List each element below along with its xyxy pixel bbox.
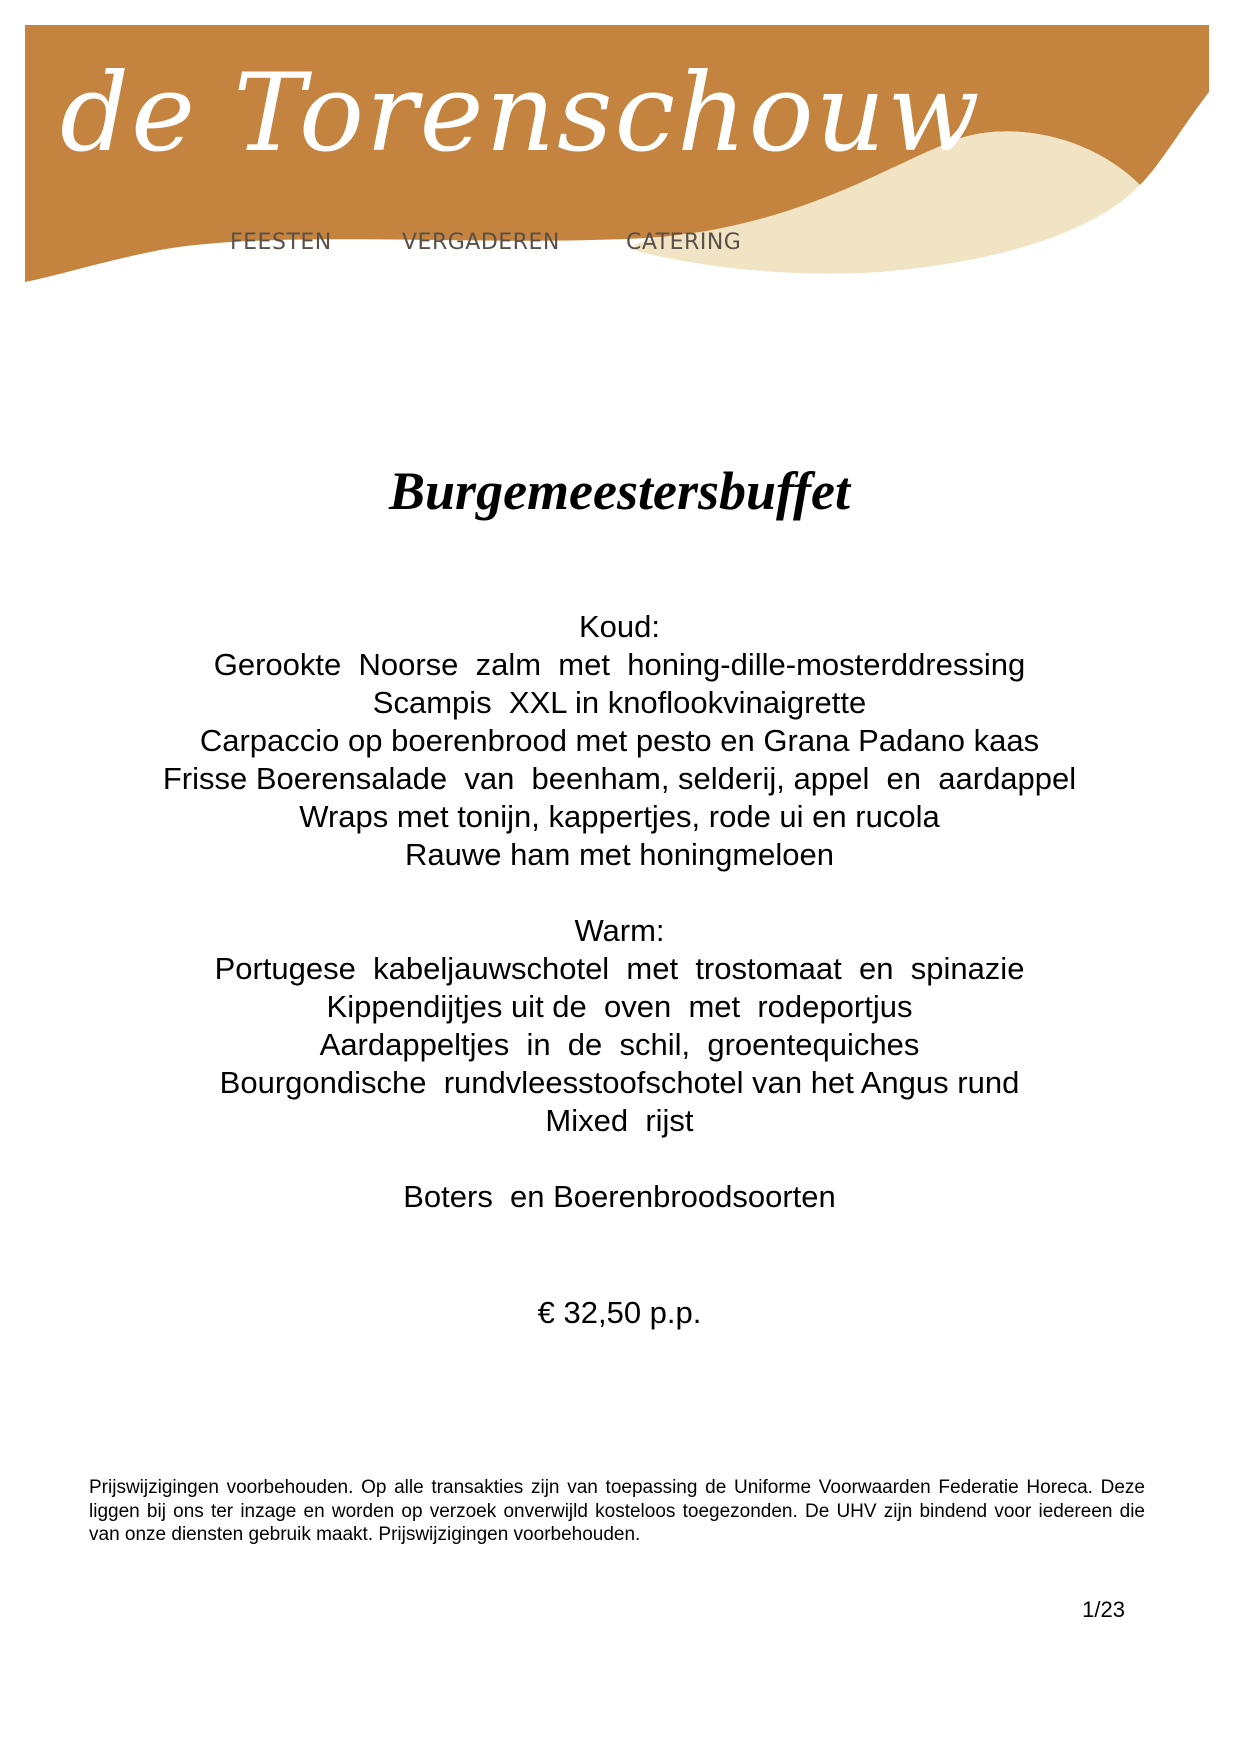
menu-item-koud: Scampis XXL in knoflookvinaigrette xyxy=(372,685,867,720)
menu-item-warm: Kippendijtjes uit de oven met rodeportjus xyxy=(326,989,913,1024)
menu-item-warm: Mixed rijst xyxy=(545,1103,694,1138)
price: € 32,50 p.p. xyxy=(537,1295,702,1330)
section-heading-koud: Koud: xyxy=(578,609,660,644)
page-number: 1/23 xyxy=(1082,1597,1125,1622)
section-heading-warm: Warm: xyxy=(574,913,665,948)
menu-item-koud: Wraps met tonijn, kappertjes, rode ui en rucola xyxy=(299,799,940,834)
menu-item-koud: Rauwe ham met honingmeloen xyxy=(404,837,835,872)
menu-extra: Boters en Boerenbroodsoorten xyxy=(403,1179,836,1214)
menu-item-koud: Frisse Boerensalade van beenham, selderij, appel en aardappel xyxy=(162,761,1077,796)
nav-vergaderen: VERGADEREN xyxy=(402,230,560,255)
nav-feesten: FEESTEN xyxy=(230,230,332,255)
header-banner xyxy=(0,0,1239,300)
menu-item-warm: Portugese kabeljauwschotel met trostomaat en spinazie xyxy=(214,951,1025,986)
menu-item-warm: Aardappeltjes in de schil, groentequiches xyxy=(319,1027,920,1062)
page-title: Burgemeestersbuffet xyxy=(389,461,850,521)
nav-catering: CATERING xyxy=(626,230,742,255)
menu-item-warm: Bourgondische rundvleesstoofschotel van het Angus rund xyxy=(219,1065,1020,1100)
brand-logo: de Torenschouw xyxy=(60,51,982,176)
disclaimer: Prijswijzigingen voorbehouden. Op alle transakties zijn van toepassing de Uniforme Voorwaarden Federatie Horeca. Deze liggen bij ons ter inzage en worden op verzoek onverwijld kosteloos toegezonden. De UHV zijn bindend voor iedereen die van onze diensten gebruik maakt. Prijswijzigingen voorbehouden. xyxy=(89,1477,1145,1545)
menu-item-koud: Gerookte Noorse zalm met honing-dille-mosterddressing xyxy=(213,647,1026,682)
menu-item-koud: Carpaccio op boerenbrood met pesto en Grana Padano kaas xyxy=(199,723,1040,758)
